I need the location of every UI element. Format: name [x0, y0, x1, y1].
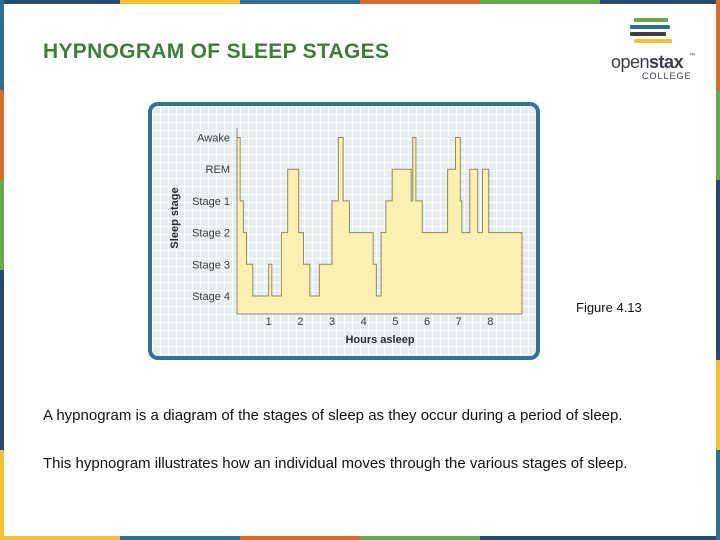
bottom-edge-band: [0, 536, 720, 540]
x-tick-label: 4: [360, 316, 367, 328]
edge-band-segment: [716, 90, 720, 180]
edge-band-segment: [0, 360, 4, 450]
y-tick-label: REM: [205, 164, 230, 177]
edge-band-segment: [480, 0, 600, 4]
x-tick-label: 8: [487, 316, 494, 328]
edge-band-segment: [0, 450, 4, 540]
left-edge-band: [0, 0, 4, 540]
description-paragraph: A hypnogram is a diagram of the stages of sleep as they occur during a period of sleep.: [43, 407, 623, 424]
figure-caption: Figure 4.13: [576, 300, 642, 315]
top-edge-band: [0, 0, 720, 4]
edge-band-segment: [360, 0, 480, 4]
edge-band-segment: [0, 0, 120, 4]
x-tick-label: 7: [455, 316, 462, 328]
edge-band-segment: [480, 536, 600, 540]
edge-band-segment: [120, 536, 240, 540]
logo-stripe: [630, 25, 670, 29]
x-tick-label: 1: [265, 316, 272, 328]
edge-band-segment: [240, 536, 360, 540]
openstax-college-logo: [608, 18, 700, 82]
x-tick-label: 6: [423, 316, 431, 328]
x-tick-label: 2: [297, 316, 304, 328]
logo-stripe: [634, 39, 672, 43]
y-tick-label: Stage 2: [192, 227, 230, 240]
edge-band-segment: [716, 180, 720, 270]
y-tick-label: Awake: [197, 132, 230, 145]
logo-trademark: ™: [689, 53, 695, 59]
edge-band-segment: [0, 536, 120, 540]
x-axis-title: Hours asleep: [345, 334, 415, 346]
y-tick-label: Stage 3: [192, 259, 230, 272]
y-tick-label: Stage 4: [192, 291, 230, 303]
y-axis-title: Sleep stage: [169, 187, 181, 249]
hypnogram-figure: [148, 102, 540, 360]
x-tick-label: 3: [328, 316, 336, 328]
logo-wordmark: openstax: [611, 52, 684, 72]
edge-band-segment: [0, 0, 4, 90]
sleep-stage-area: [237, 138, 522, 315]
y-tick-label: Stage 1: [192, 195, 230, 208]
edge-band-segment: [120, 0, 240, 4]
edge-band-segment: [0, 90, 4, 180]
edge-band-segment: [0, 270, 4, 360]
edge-band-segment: [240, 0, 360, 4]
logo-subtitle: COLLEGE: [642, 71, 692, 81]
logo-stripe: [634, 18, 668, 22]
edge-band-segment: [716, 0, 720, 90]
x-tick-label: 5: [392, 316, 399, 328]
right-edge-band: [716, 0, 720, 540]
edge-band-segment: [716, 450, 720, 540]
edge-band-segment: [0, 180, 4, 270]
logo-stripe: [630, 32, 666, 36]
edge-band-segment: [716, 360, 720, 450]
edge-band-segment: [360, 536, 480, 540]
slide-title: HYPNOGRAM OF SLEEP STAGES: [43, 40, 390, 63]
edge-band-segment: [600, 536, 720, 540]
description-paragraph: This hypnogram illustrates how an individual moves through the various stages of sleep.: [43, 455, 628, 472]
edge-band-segment: [600, 0, 720, 4]
edge-band-segment: [716, 270, 720, 360]
hypnogram-chart: [152, 106, 536, 356]
